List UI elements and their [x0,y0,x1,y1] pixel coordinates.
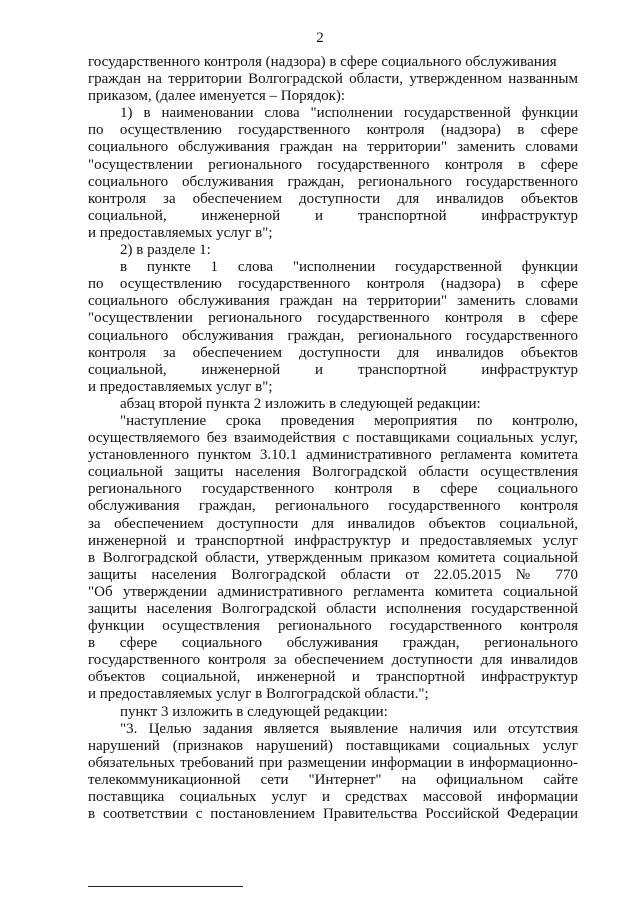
text-line: инженерной и транспортной инфраструктур и предоставляемых услуг [88,532,578,549]
text-line: защиты населения Волгоградской области от 22.05.2015 № 770 [88,566,578,583]
text-line: обязательных требований при размещении информации в информационно- [88,754,578,771]
page-number: 2 [316,30,324,46]
text-line: и предоставляемых услуг в"; [88,378,273,395]
text-line: социального обслуживания граждан, регионального государственного [88,327,578,344]
text-line: пункт 3 изложить в следующей редакции: [120,703,388,720]
text-line: "Об утверждении административного регламента комитета социальной [88,583,578,600]
text-line: в Волгоградской области, утвержденным приказом комитета социальной [88,549,578,566]
text-line: "3. Целью задания является выявление наличия или отсутствия [120,720,578,737]
text-line: государственного контроля за обеспечением доступности для инвалидов [88,652,578,669]
text-line: и предоставляемых услуг в Волгоградской области."; [88,686,429,703]
text-line: телекоммуникационной сети "Интернет" на официальном сайте [88,771,578,788]
text-line: 2) в разделе 1: [120,242,211,259]
text-line: в сфере социального обслуживания граждан, регионального [88,635,578,652]
text-line: объектов социальной, инженерной и транспортной инфраструктур [88,669,578,686]
text-line: в соответствии с постановлением Правительства Российской Федерации [88,806,578,823]
text-line: регионального государственного контроля в сфере социального [88,481,578,498]
text-line: в пункте 1 слова "исполнении государственной функции [120,259,578,276]
text-line: государственного контроля (надзора) в сфере социального обслуживания [88,54,557,70]
text-line: социального обслуживания граждан на территории" заменить словами [88,293,578,310]
text-line: абзац второй пункта 2 изложить в следующей редакции: [120,395,481,412]
text-line: по осуществлению государственного контроля (надзора) в сфере [88,276,578,293]
footnote-divider [88,886,243,887]
text-line: контроля за обеспечением доступности для инвалидов объектов [88,344,578,361]
text-line: контроля за обеспечением доступности для инвалидов объектов [88,190,578,207]
text-line: "осуществлении регионального государственного контроля в сфере [88,310,578,327]
text-line: за обеспечением доступности для инвалидов объектов социальной, [88,515,578,532]
text-line: функции осуществления регионального государственного контроля [88,618,578,635]
text-line: социального обслуживания граждан, регионального государственного [88,173,578,190]
text-line: обслуживания граждан, регионального государственного контроля [88,498,578,515]
text-line: защиты населения Волгоградской области исполнения государственной [88,601,578,617]
text-line: социальной защиты населения Волгоградской области осуществления [88,464,578,481]
body-text [88,54,578,823]
text-line: "осуществлении регионального государственного контроля в сфере [88,156,578,173]
text-line: 1) в наименовании слова "исполнении государственной функции [120,105,578,122]
text-line: и предоставляемых услуг в"; [88,224,273,241]
text-line: по осуществлению государственного контроля (надзора) в сфере [88,122,578,139]
text-line: нарушений (признаков нарушений) поставщиками социальных услуг [88,737,578,754]
text-line: граждан на территории Волгоградской области, утвержденном названным [88,71,578,88]
text-line: поставщика социальных услуг и средствах массовой информации [88,789,578,806]
text-line: "наступление срока проведения мероприятия по контролю, [120,412,578,429]
text-line: установленного пунктом 3.10.1 административного регламента комитета [88,447,578,464]
text-line: социальной, инженерной и транспортной инфраструктур [88,361,578,378]
text-line: приказом, (далее именуется – Порядок): [88,88,346,105]
text-line: осуществляемого без взаимодействия с поставщиками социальных услуг, [88,430,578,447]
text-line: социального обслуживания граждан на территории" заменить словами [88,139,578,156]
text-line: социальной, инженерной и транспортной инфраструктур [88,207,578,224]
